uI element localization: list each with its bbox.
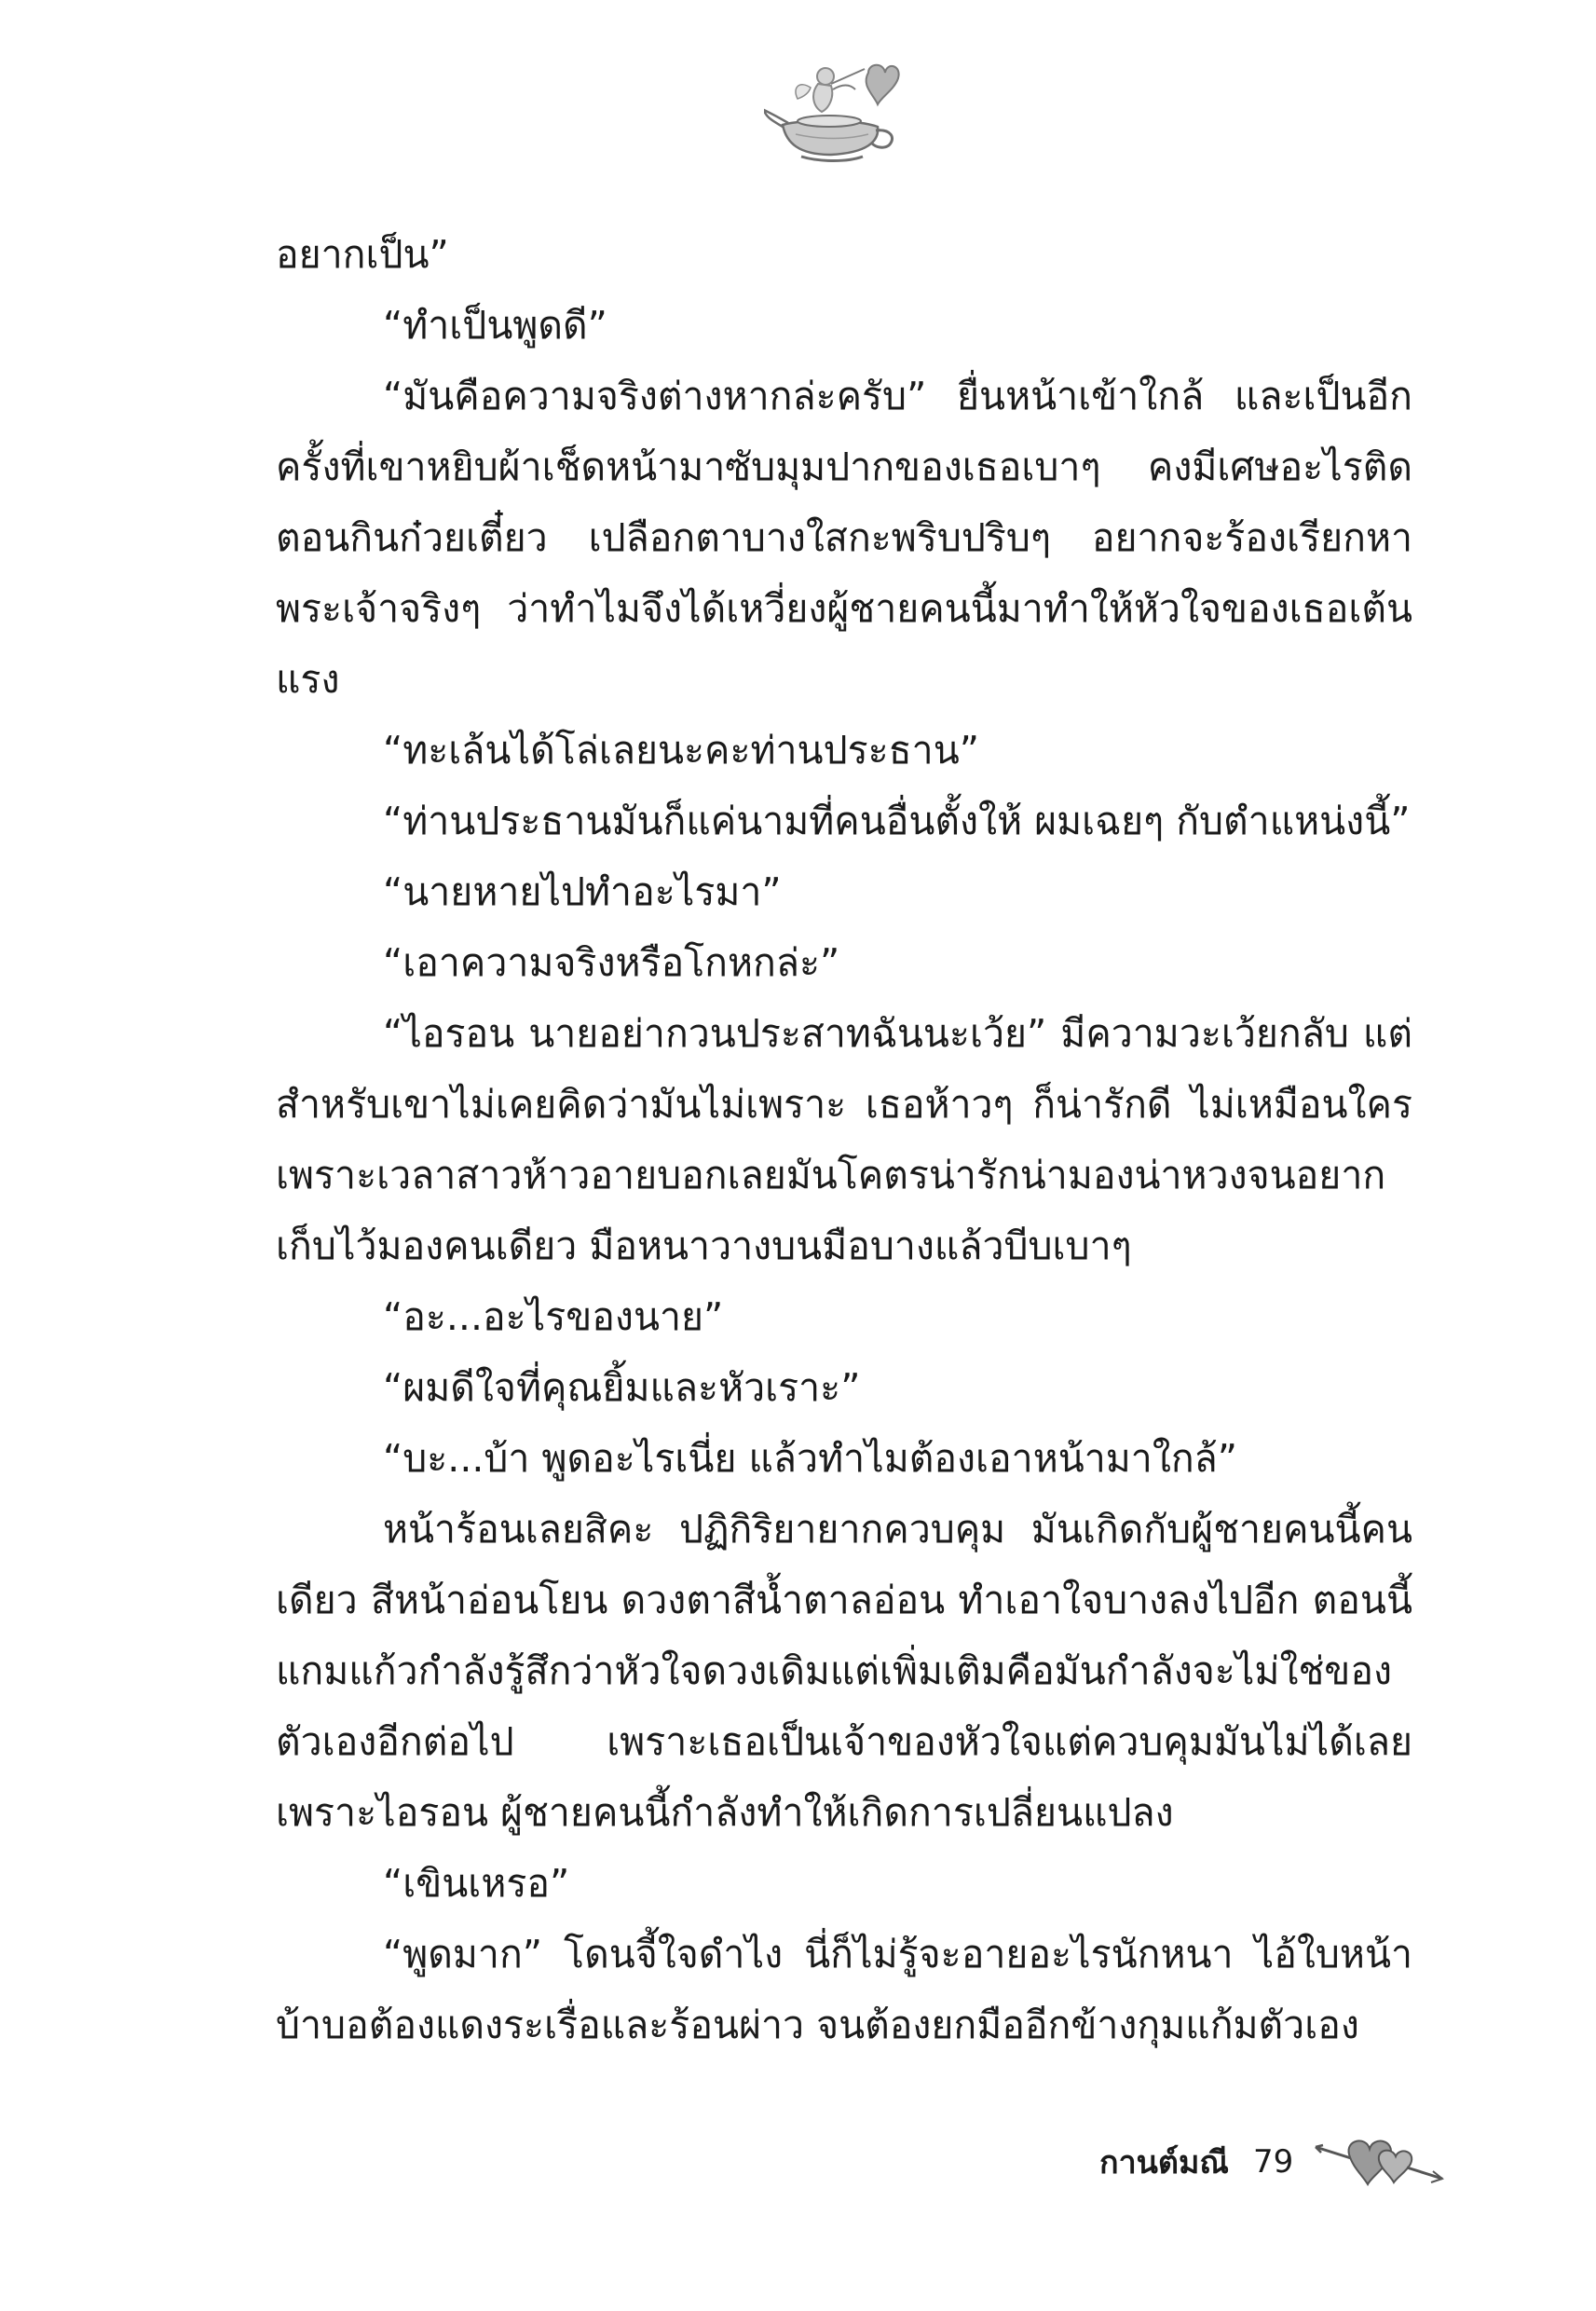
paragraph: “ทำเป็นพูดดี” bbox=[383, 303, 607, 348]
paragraph: “ผมดีใจที่คุณยิ้มและหัวเราะ” bbox=[383, 1365, 861, 1410]
paragraph: “พูดมาก” โดนจี้ใจดำไง นี่ก็ไม่รู้จะอายอะไรนักหนา ไอ้ใบหน้าบ้าบอต้องแดงระเรื่อและร้อนผ่าว จนต้องยกมืออีกข้างกุมแก้มตัวเอง bbox=[276, 1932, 1412, 2047]
paragraph: “ทะเล้นได้โล่เลยนะคะท่านประธาน” bbox=[383, 728, 979, 773]
paragraph: “เขินเหรอ” bbox=[383, 1861, 570, 1906]
hearts-arrow-icon bbox=[1314, 2134, 1444, 2190]
book-title: กานต์มณี bbox=[1099, 2144, 1229, 2181]
story-text bbox=[276, 219, 1412, 2060]
paragraph: “มันคือความจริงต่างหากล่ะครับ” ยื่นหน้าเข้าใกล้ และเป็นอีกครั้งที่เขาหยิบผ้าเช็ดหน้ามาซับมุมปากของเธอเบาๆ คงมีเศษอะไรติดตอนกินก๋วยเตี๋ยว เปลือกตาบางใสกะพริบปริบๆ อยากจะร้องเรียกหาพระเจ้าจริงๆ ว่าทำไมจึงได้เหวี่ยงผู้ชายคนนี้มาทำให้หัวใจของเธอเต้นแรง bbox=[276, 374, 1412, 702]
paragraph: “เอาความจริงหรือโกหกล่ะ” bbox=[383, 940, 840, 985]
paragraph: อยากเป็น” bbox=[276, 232, 449, 277]
paragraph: “บะ...บ้า พูดอะไรเนี่ย แล้วทำไมต้องเอาหน้ามาใกล้” bbox=[383, 1436, 1238, 1481]
paragraph: หน้าร้อนเลยสิคะ ปฏิกิริยายากควบคุม มันเกิดกับผู้ชายคนนี้คนเดียว สีหน้าอ่อนโยน ดวงตาสีน้ำตาลอ่อน ทำเอาใจบางลงไปอีก ตอนนี้แกมแก้วกำลังรู้สึกว่าหัวใจดวงเดิมแต่เพิ่มเติมคือมันกำลังจะไม่ใช่ของตัวเองอีกต่อไป เพราะเธอเป็นเจ้าของหัวใจแต่ควบคุมมันไม่ได้เลย เพราะไอรอน ผู้ชายคนนี้กำลังทำให้เกิดการเปลี่ยนแปลง bbox=[276, 1507, 1412, 1835]
page-footer bbox=[1099, 2134, 1472, 2190]
cupid-teapot-icon bbox=[764, 56, 904, 168]
paragraph: “นายหายไปทำอะไรมา” bbox=[383, 869, 782, 914]
paragraph: “ไอรอน นายอย่ากวนประสาทฉันนะเว้ย” มีความวะเว้ยกลับ แต่สำหรับเขาไม่เคยคิดว่ามันไม่เพราะ เธอห้าวๆ ก็น่ารักดี ไม่เหมือนใครเพราะเวลาสาวห้าวอายบอกเลยมันโคตรน่ารักน่ามองน่าหวงจนอยากเก็บไว้มองคนเดียว มือหนาวางบนมือบางแล้วบีบเบาๆ bbox=[276, 1011, 1412, 1268]
paragraph: “อะ...อะไรของนาย” bbox=[383, 1294, 724, 1339]
paragraph: “ท่านประธานมันก็แค่นามที่คนอื่นตั้งให้ ผมเฉยๆ กับตำแหน่งนี้” bbox=[383, 799, 1411, 843]
page-number: 79 bbox=[1252, 2143, 1294, 2181]
